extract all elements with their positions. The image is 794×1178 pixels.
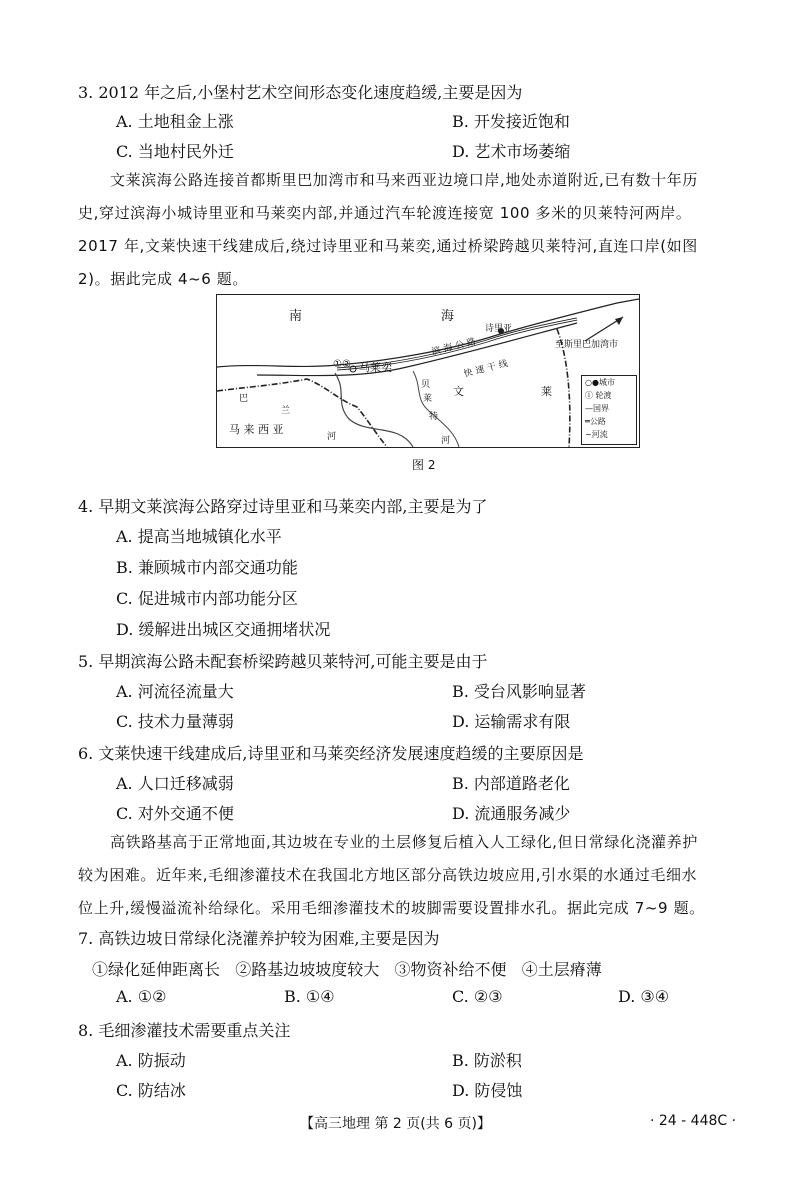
map-label-sea: 南 (289, 309, 303, 324)
q5-stem: 5. 早期滨海公路未配套桥梁跨越贝莱特河,可能主要是由于 (78, 652, 488, 671)
q5-option-c: C. 技术力量薄弱 (116, 712, 234, 731)
q8-stem: 8. 毛细渗灌技术需要重点关注 (78, 1021, 291, 1040)
q7-option-d: D. ③④ (618, 987, 670, 1006)
page-footer: 【高三地理 第 2 页(共 6 页)】 (300, 1116, 491, 1132)
q7-stem: 7. 高铁边坡日常绿化浇灌养护较为困难,主要是因为 (78, 929, 440, 948)
q6-option-b: B. 内部道路老化 (452, 774, 570, 793)
map-label-river: 贝 (421, 380, 431, 390)
legend-river-icon: ~ (585, 430, 592, 439)
q3-option-a: A. 土地租金上涨 (116, 112, 234, 131)
legend-road-icon: ═ (585, 417, 590, 426)
map-label-river: 特 (429, 412, 439, 422)
map-legend (581, 375, 637, 445)
map-label-river: 河 (441, 436, 451, 446)
q5-option-b: B. 受台风影响显著 (452, 682, 586, 701)
legend-border: 国界 (593, 404, 609, 413)
legend-river: 河流 (591, 430, 608, 439)
map-label-river-b: 河 (327, 432, 337, 442)
figure-caption: 图 2 (412, 458, 436, 472)
q3-option-b: B. 开发接近饱和 (452, 112, 570, 131)
q4-stem: 4. 早期文莱滨海公路穿过诗里亚和马莱奕内部,主要是为了 (78, 497, 488, 516)
passage-2-line: 高铁路基高于正常地面,其边坡在专业的土层修复后植入人工绿化,但日常绿化浇灌养护 (110, 833, 698, 851)
passage-2-line: 位上升,缓慢溢流补给绿化。采用毛细渗灌技术的坡脚需要设置排水孔。据此完成 7~9 题。 (78, 899, 705, 917)
q7-option-a: A. ①② (116, 987, 167, 1006)
map-label-marudi: 马莱奕 (359, 361, 392, 374)
map-label-to-capital: 至斯里巴加湾市 (555, 340, 619, 350)
passage-1-line: 2)。据此完成 4~6 题。 (78, 270, 248, 288)
q7-items: ①绿化延伸距离长 ②路基边坡坡度较大 ③物资补给不便 ④土层瘠薄 (92, 960, 602, 979)
legend-ferry: 轮渡 (595, 391, 612, 400)
passage-2-line: 较为困难。近年来,毛细渗灌技术在我国北方地区部分高铁边坡应用,引水渠的水通过毛细水 (78, 866, 698, 884)
q7-option-c: C. ②③ (452, 987, 503, 1006)
map-label-sea: 海 (441, 309, 455, 324)
passage-1-line: 2017 年,文莱快速干线建成后,绕过诗里亚和马莱奕,通过桥梁跨越贝莱特河,直连口岸(如图 (78, 237, 698, 255)
q5-option-a: A. 河流径流量大 (116, 682, 234, 701)
q3-stem: 3. 2012 年之后,小堡村艺术空间形态变化速度趋缓,主要是因为 (78, 83, 523, 102)
legend-city-icon: ○● (585, 378, 599, 387)
legend-ferry-icon: ① (585, 391, 593, 400)
q7-option-b: B. ①④ (284, 987, 335, 1006)
q8-option-b: B. 防淤积 (452, 1051, 522, 1070)
q3-option-d: D. 艺术市场萎缩 (452, 142, 571, 161)
figure-2-map (216, 294, 640, 448)
q6-option-d: D. 流通服务减少 (452, 804, 571, 823)
map-label-malaysia: 马 来 西 亚 (229, 423, 284, 436)
passage-1 (78, 164, 774, 296)
q4-option-b: B. 兼顾城市内部交通功能 (116, 558, 298, 577)
q8-option-d: D. 防侵蚀 (452, 1081, 523, 1100)
passage-2 (78, 826, 774, 925)
river-belait (335, 373, 413, 447)
map-label-expressway: 快速干线 (462, 358, 512, 380)
q6-option-c: C. 对外交通不便 (116, 804, 234, 823)
map-label-seria: 诗里亚 (485, 324, 513, 334)
q8-option-a: A. 防振动 (116, 1051, 186, 1070)
map-label-ferry: ①② (333, 359, 351, 370)
q4-option-c: C. 促进城市内部功能分区 (116, 589, 298, 608)
passage-1-line: 文莱滨海公路连接首都斯里巴加湾市和马来西亚边境口岸,地处赤道附近,已有数十年历 (110, 171, 698, 189)
q5-option-d: D. 运输需求有限 (452, 712, 571, 731)
q6-option-a: A. 人口迁移减弱 (116, 774, 234, 793)
q4-option-d: D. 缓解进出城区交通拥堵状况 (116, 620, 331, 639)
map-label-brunei: 莱 (541, 385, 552, 398)
legend-city: 城市 (598, 378, 615, 387)
q8-option-c: C. 防结冰 (116, 1081, 186, 1100)
legend-border-icon: — (585, 404, 593, 413)
legend-road: 公路 (589, 417, 606, 426)
map-label-river-b: 巴 (239, 394, 249, 404)
map-label-river-b: 兰 (281, 406, 291, 416)
q6-stem: 6. 文莱快速干线建成后,诗里亚和马莱奕经济发展速度趋缓的主要原因是 (78, 744, 584, 763)
map-label-river: 莱 (423, 394, 433, 404)
paper-code: · 24 - 448C · (650, 1113, 737, 1129)
map-label-coastal-road: 滨海公路 (430, 336, 480, 358)
q3-option-c: C. 当地村民外迁 (116, 142, 234, 161)
passage-1-line: 史,穿过滨海小城诗里亚和马莱奕内部,并通过汽车轮渡连接宽 100 多米的贝莱特河两岸。 (78, 204, 692, 222)
map-label-brunei: 文 (453, 385, 464, 398)
q4-option-a: A. 提高当地城镇化水平 (116, 527, 282, 546)
